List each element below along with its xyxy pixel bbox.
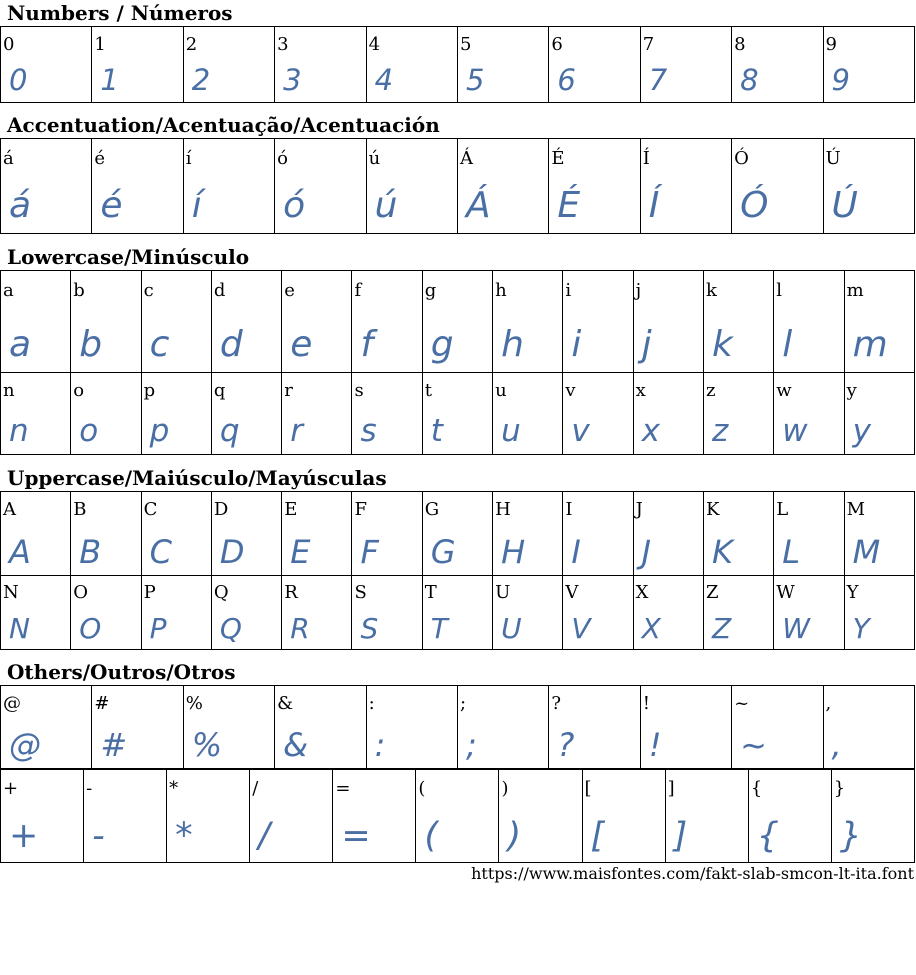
glyph-label: p [143, 380, 156, 401]
glyph-cell [844, 576, 914, 650]
glyph-label: n [3, 380, 15, 401]
glyph-sample: L [782, 533, 801, 571]
glyph-cell [703, 492, 773, 576]
glyph-label: L [776, 499, 789, 520]
glyph-sample: j [641, 324, 652, 365]
glyph-label: : [368, 693, 375, 714]
glyph-cell [549, 139, 640, 234]
glyph-label: H [495, 499, 511, 520]
glyph-cell [250, 770, 333, 863]
glyph-label: 6 [551, 34, 563, 55]
glyph-sample: m [852, 324, 888, 365]
glyph-label: + [3, 778, 19, 799]
glyph-label: y [846, 380, 857, 401]
glyph-cell [563, 373, 633, 455]
glyph-sample: á [9, 185, 32, 226]
glyph-cell [774, 492, 844, 576]
glyph-label: O [73, 582, 89, 603]
glyph-cell [563, 576, 633, 650]
glyph-sample: é [100, 185, 123, 226]
glyph-sample: 9 [831, 63, 850, 97]
glyph-label: V [565, 582, 579, 603]
glyph-sample: a [9, 324, 32, 365]
glyph-sample: x [641, 413, 661, 449]
glyph-cell [422, 271, 492, 373]
glyph-label: F [354, 499, 367, 520]
glyph-cell [92, 686, 183, 769]
glyph-label: # [94, 693, 110, 714]
glyph-label: Q [213, 582, 229, 603]
glyph-cell [665, 770, 748, 863]
glyph-sample: ú [374, 185, 398, 226]
glyph-label: , [825, 693, 832, 714]
glyph-sample: c [149, 324, 170, 365]
glyph-label: j [635, 280, 642, 301]
glyph-label: 9 [825, 34, 837, 55]
glyph-cell [831, 770, 914, 863]
glyph-label: W [776, 582, 795, 603]
glyph-cell [732, 139, 823, 234]
glyph-sample: G [430, 533, 456, 571]
glyph-sample: P [149, 612, 167, 645]
glyph-label: I [565, 499, 573, 520]
glyph-label: B [73, 499, 87, 520]
glyph-cell [92, 27, 183, 103]
others-row-1 [1, 686, 915, 769]
glyph-label: Í [642, 148, 650, 169]
glyph-sample: A [9, 533, 31, 571]
glyph-sample: Í [648, 185, 660, 226]
glyph-cell [633, 492, 703, 576]
glyph-label: 2 [185, 34, 198, 55]
glyph-cell [633, 271, 703, 373]
glyph-label: ( [418, 778, 426, 799]
glyph-sample: í [191, 185, 202, 226]
glyph-cell [275, 139, 366, 234]
glyph-label: É [551, 148, 565, 169]
numbers-title: Numbers / Números [7, 1, 233, 25]
glyph-cell [416, 770, 499, 863]
glyph-sample: ] [673, 816, 688, 856]
glyph-cell [422, 373, 492, 455]
glyph-cell [703, 271, 773, 373]
glyph-sample: J [641, 533, 652, 571]
glyph-sample: É [557, 185, 581, 226]
glyph-cell [422, 492, 492, 576]
lowercase-table [0, 270, 915, 455]
glyph-label: X [635, 582, 649, 603]
glyph-sample: ; [465, 726, 477, 764]
glyph-cell [549, 27, 640, 103]
glyph-cell [211, 373, 281, 455]
glyph-label: & [277, 693, 294, 714]
glyph-cell [282, 492, 352, 576]
glyph-sample: @ [9, 726, 41, 764]
glyph-cell [84, 770, 167, 863]
glyph-label: g [424, 280, 437, 301]
glyph-label: M [846, 499, 865, 520]
glyph-sample: 5 [465, 63, 485, 97]
glyph-sample: X [641, 612, 661, 645]
glyph-cell [774, 271, 844, 373]
glyph-sample: q [219, 413, 240, 449]
glyph-label: C [143, 499, 158, 520]
glyph-cell [457, 686, 548, 769]
glyph-cell [732, 686, 823, 769]
glyph-label: N [3, 582, 19, 603]
glyph-label: u [495, 380, 507, 401]
glyph-cell [823, 27, 914, 103]
glyph-sample: K [711, 533, 733, 571]
glyph-sample: o [79, 413, 99, 449]
glyph-label: c [143, 280, 154, 301]
uppercase-title: Uppercase/Maiúsculo/Mayúsculas [7, 466, 387, 490]
glyph-label: U [495, 582, 511, 603]
glyph-sample: Q [219, 612, 242, 645]
glyph-cell [640, 686, 731, 769]
glyph-cell [183, 27, 274, 103]
glyph-cell [422, 576, 492, 650]
glyph-sample: * [175, 816, 193, 856]
glyph-cell [640, 27, 731, 103]
glyph-sample: D [219, 533, 245, 571]
glyph-sample: f [360, 324, 374, 365]
glyph-cell [366, 27, 457, 103]
glyph-sample: 7 [648, 63, 668, 97]
glyph-sample: 6 [557, 63, 576, 97]
glyph-sample: & [283, 726, 309, 764]
glyph-cell [732, 27, 823, 103]
glyph-sample: ? [557, 726, 575, 764]
glyph-sample: T [430, 612, 448, 645]
glyph-sample: Ó [740, 185, 769, 226]
glyph-label: x [635, 380, 646, 401]
glyph-sample: ó [283, 185, 306, 226]
glyph-label: z [705, 380, 716, 401]
glyph-label: T [424, 582, 437, 603]
glyph-sample: u [501, 413, 521, 449]
glyph-sample: F [360, 533, 379, 571]
glyph-label: a [3, 280, 14, 301]
glyph-cell [493, 576, 563, 650]
glyph-label: J [635, 499, 643, 520]
others-table-2 [0, 769, 915, 863]
glyph-sample: s [360, 413, 377, 449]
glyph-sample: [ [590, 816, 605, 856]
glyph-label: R [284, 582, 298, 603]
glyph-label: w [776, 380, 792, 401]
glyph-cell [211, 576, 281, 650]
glyph-label: h [495, 280, 507, 301]
glyph-sample: i [571, 324, 582, 365]
glyph-cell [493, 373, 563, 455]
glyph-label: ú [368, 148, 381, 169]
glyph-sample: v [571, 413, 590, 449]
glyph-label: Ú [825, 148, 841, 169]
glyph-cell [71, 271, 141, 373]
glyph-sample: k [711, 324, 733, 365]
glyph-label: P [143, 582, 156, 603]
glyph-cell [1, 373, 71, 455]
glyph-sample: W [782, 612, 810, 645]
glyph-label: q [213, 380, 226, 401]
glyph-label: é [94, 148, 106, 169]
glyph-sample: ) [507, 816, 522, 856]
glyph-label: } [833, 778, 846, 799]
glyph-cell [141, 492, 211, 576]
glyph-cell [352, 271, 422, 373]
glyph-label: 5 [459, 34, 472, 55]
glyph-sample: 0 [9, 63, 28, 97]
glyph-sample: 1 [100, 63, 119, 97]
glyph-sample: 4 [374, 63, 394, 97]
glyph-label: o [73, 380, 85, 401]
footer-url: https://www.maisfontes.com/fakt-slab-smcon-lt-ita.font [471, 864, 914, 883]
glyph-label: ? [551, 693, 561, 714]
glyph-sample: ~ [740, 726, 767, 764]
glyph-cell [282, 576, 352, 650]
glyph-sample: E [290, 533, 311, 571]
glyph-label: e [284, 280, 295, 301]
glyph-sample: C [149, 533, 172, 571]
glyph-cell [703, 576, 773, 650]
glyph-label: f [354, 280, 362, 301]
glyph-cell [493, 492, 563, 576]
glyph-label: Y [846, 582, 859, 603]
glyph-label: @ [3, 693, 21, 714]
glyph-label: 7 [642, 34, 655, 55]
glyph-cell [633, 576, 703, 650]
glyph-label: Ó [734, 148, 749, 169]
glyph-label: 3 [277, 34, 289, 55]
glyph-sample: # [100, 726, 128, 764]
glyph-label: E [284, 499, 298, 520]
uppercase-row-1 [1, 492, 915, 576]
glyph-sample: % [191, 726, 223, 764]
glyph-cell [633, 373, 703, 455]
glyph-cell [1, 686, 92, 769]
glyph-label: D [213, 499, 229, 520]
others-row-2 [1, 770, 915, 863]
glyph-cell [366, 686, 457, 769]
glyph-label: ó [277, 148, 289, 169]
glyph-label: v [565, 380, 576, 401]
glyph-sample: 2 [191, 63, 211, 97]
glyph-sample: ( [424, 816, 439, 856]
glyph-sample: Z [711, 612, 732, 645]
glyph-label: Z [705, 582, 719, 603]
glyph-cell [563, 492, 633, 576]
glyph-sample: l [782, 324, 793, 365]
glyph-label: r [284, 380, 293, 401]
glyph-cell [183, 139, 274, 234]
glyph-sample: O [79, 612, 102, 645]
glyph-label: [ [584, 778, 592, 799]
glyph-sample: : [374, 726, 386, 764]
glyph-label: G [424, 499, 440, 520]
others-title: Others/Outros/Otros [7, 660, 236, 684]
glyph-cell [823, 686, 914, 769]
glyph-sample: p [149, 413, 170, 449]
glyph-cell [582, 770, 665, 863]
glyph-sample: Ú [831, 185, 858, 226]
glyph-label: % [185, 693, 203, 714]
glyph-cell [92, 139, 183, 234]
numbers-row [1, 27, 915, 103]
glyph-sample: S [360, 612, 379, 645]
glyph-sample: y [852, 413, 871, 449]
glyph-label: 0 [3, 34, 15, 55]
glyph-sample: Á [465, 185, 491, 226]
glyph-label: ~ [734, 693, 750, 714]
glyph-cell [352, 373, 422, 455]
glyph-sample: r [290, 413, 303, 449]
glyph-sample: / [258, 816, 271, 856]
glyph-sample: } [839, 816, 863, 856]
glyph-cell [71, 373, 141, 455]
glyph-label: Á [459, 148, 473, 169]
glyph-label: k [705, 280, 717, 301]
numbers-table [0, 26, 915, 103]
glyph-cell [499, 770, 582, 863]
glyph-label: m [846, 280, 864, 301]
glyph-label: ] [667, 778, 675, 799]
glyph-sample: , [831, 726, 842, 764]
glyph-sample: h [501, 324, 524, 365]
glyph-label: 8 [734, 34, 746, 55]
glyph-sample: 3 [283, 63, 302, 97]
uppercase-table [0, 491, 915, 650]
glyph-cell [457, 27, 548, 103]
glyph-sample: z [711, 413, 729, 449]
accents-table [0, 138, 915, 234]
glyph-sample: { [756, 816, 779, 856]
glyph-cell [282, 373, 352, 455]
glyph-cell [71, 576, 141, 650]
glyph-cell [703, 373, 773, 455]
glyph-label: 1 [94, 34, 106, 55]
glyph-sample: t [430, 413, 443, 449]
glyph-sample: b [79, 324, 103, 365]
glyph-label: K [705, 499, 720, 520]
glyph-cell [774, 576, 844, 650]
glyph-sample: n [9, 413, 29, 449]
glyph-label: ! [642, 693, 650, 714]
glyph-cell [366, 139, 457, 234]
glyph-label: d [213, 280, 226, 301]
glyph-cell [823, 139, 914, 234]
glyph-sample: g [430, 324, 454, 365]
lowercase-title: Lowercase/Minúsculo [7, 245, 250, 269]
glyph-label: { [750, 778, 763, 799]
glyph-cell [844, 271, 914, 373]
glyph-cell [457, 139, 548, 234]
glyph-label: S [354, 582, 367, 603]
glyph-label: / [252, 778, 259, 799]
glyph-cell [563, 271, 633, 373]
glyph-cell [844, 492, 914, 576]
glyph-cell [549, 686, 640, 769]
glyph-label: í [185, 148, 192, 169]
glyph-cell [493, 271, 563, 373]
glyph-cell [640, 139, 731, 234]
glyph-cell [141, 576, 211, 650]
glyph-sample: R [290, 612, 310, 645]
glyph-sample: V [571, 612, 591, 645]
glyph-label: A [3, 499, 16, 520]
glyph-sample: Y [852, 612, 870, 645]
glyph-label: - [86, 778, 93, 799]
glyph-cell [211, 492, 281, 576]
glyph-label: * [169, 778, 179, 799]
glyph-cell [333, 770, 416, 863]
glyph-cell [844, 373, 914, 455]
glyph-cell [275, 686, 366, 769]
glyph-label: á [3, 148, 14, 169]
uppercase-row-2 [1, 576, 915, 650]
glyph-cell [282, 271, 352, 373]
glyph-cell [1, 492, 71, 576]
glyph-sample: + [9, 816, 39, 856]
glyph-cell [774, 373, 844, 455]
glyph-label: 4 [368, 34, 381, 55]
glyph-cell [748, 770, 831, 863]
glyph-cell [1, 576, 71, 650]
glyph-label: ; [459, 693, 467, 714]
glyph-cell [1, 770, 84, 863]
glyph-label: ) [501, 778, 509, 799]
glyph-cell [1, 27, 92, 103]
lowercase-row-2 [1, 373, 915, 455]
glyph-sample: 8 [740, 63, 759, 97]
glyph-cell [352, 576, 422, 650]
glyph-sample: I [571, 533, 581, 571]
glyph-sample: w [782, 413, 808, 449]
glyph-cell [141, 271, 211, 373]
lowercase-row-1 [1, 271, 915, 373]
glyph-label: i [565, 280, 572, 301]
glyph-cell [1, 139, 92, 234]
glyph-label: l [776, 280, 783, 301]
glyph-sample: - [92, 816, 105, 856]
glyph-sample: = [341, 816, 371, 856]
glyph-cell [183, 686, 274, 769]
glyph-sample: ! [648, 726, 662, 764]
glyph-sample: U [501, 612, 522, 645]
accents-row [1, 139, 915, 234]
glyph-label: = [335, 778, 351, 799]
glyph-cell [211, 271, 281, 373]
glyph-sample: d [219, 324, 243, 365]
glyph-cell [352, 492, 422, 576]
glyph-sample: N [9, 612, 30, 645]
glyph-label: s [354, 380, 364, 401]
glyph-label: t [424, 380, 433, 401]
glyph-sample: B [79, 533, 102, 571]
glyph-sample: M [852, 533, 881, 571]
glyph-cell [167, 770, 250, 863]
glyph-cell [1, 271, 71, 373]
glyph-cell [141, 373, 211, 455]
others-table-1 [0, 685, 915, 769]
glyph-label: b [73, 280, 85, 301]
glyph-sample: H [501, 533, 526, 571]
glyph-cell [71, 492, 141, 576]
glyph-sample: e [290, 324, 313, 365]
accents-title: Accentuation/Acentuação/Acentuación [7, 113, 440, 137]
glyph-cell [275, 27, 366, 103]
